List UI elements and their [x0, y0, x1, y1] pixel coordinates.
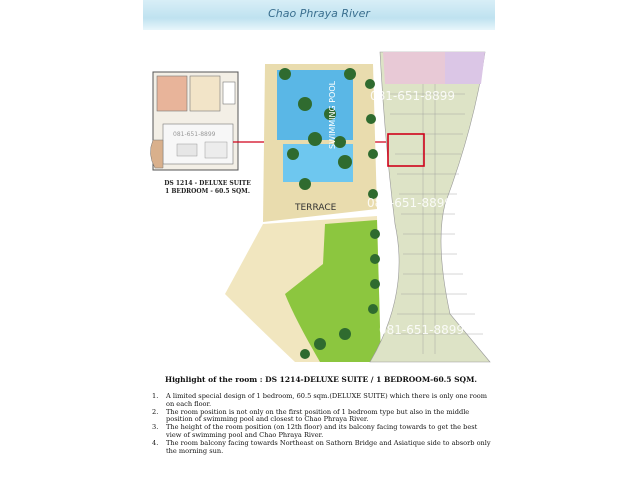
watermark-unit: 081-651-8899 — [173, 131, 216, 138]
watermark-bottom: 081-651-8899 — [379, 323, 465, 337]
river-banner — [143, 0, 495, 30]
tower-units-top-right — [445, 52, 485, 84]
note-item: 2. The room position is not only on the first position of 1 bedroom type but also in the middle position of swimming pool and closest to Chao Phraya River. — [152, 407, 470, 424]
note-item: 3. The height of the room position (on 12th floor) and its balcony facing towards to get the best view of swimming pool and Chao Phraya River. — [152, 423, 478, 439]
floor-plan — [145, 44, 495, 374]
unit-caption — [150, 180, 265, 196]
swimming-pool-upper — [277, 70, 353, 140]
unit-name: DS 1214 - DELUXE SUITE — [164, 180, 251, 187]
unit-size: 1 BEDROOM - 60.5 SQM. — [165, 188, 250, 195]
notes-list — [152, 393, 492, 456]
note-item: 4. The room balcony facing towards Northeast on Sathorn Bridge and Asiatique side to absorb only the morning sun. — [152, 439, 491, 455]
terrace-label: TERRACE — [295, 203, 337, 213]
watermark-middle: 081-651-8899 — [367, 196, 453, 210]
watermark-top: 081-651-8899 — [370, 89, 456, 103]
note-item: 1. A limited special design of 1 bedroom, 60.5 sqm.(DELUXE SUITE) which there is only one room on each floor. — [152, 392, 488, 408]
swimming-pool-label: SWIMMING POOL — [328, 80, 337, 149]
room-highlight: Highlight of the room : DS 1214-DELUXE SUITE / 1 BEDROOM-60.5 SQM. — [165, 375, 477, 384]
unit-plan — [150, 72, 238, 170]
tower-units-top-left — [383, 52, 445, 84]
river-title: Chao Phraya River — [268, 7, 370, 20]
